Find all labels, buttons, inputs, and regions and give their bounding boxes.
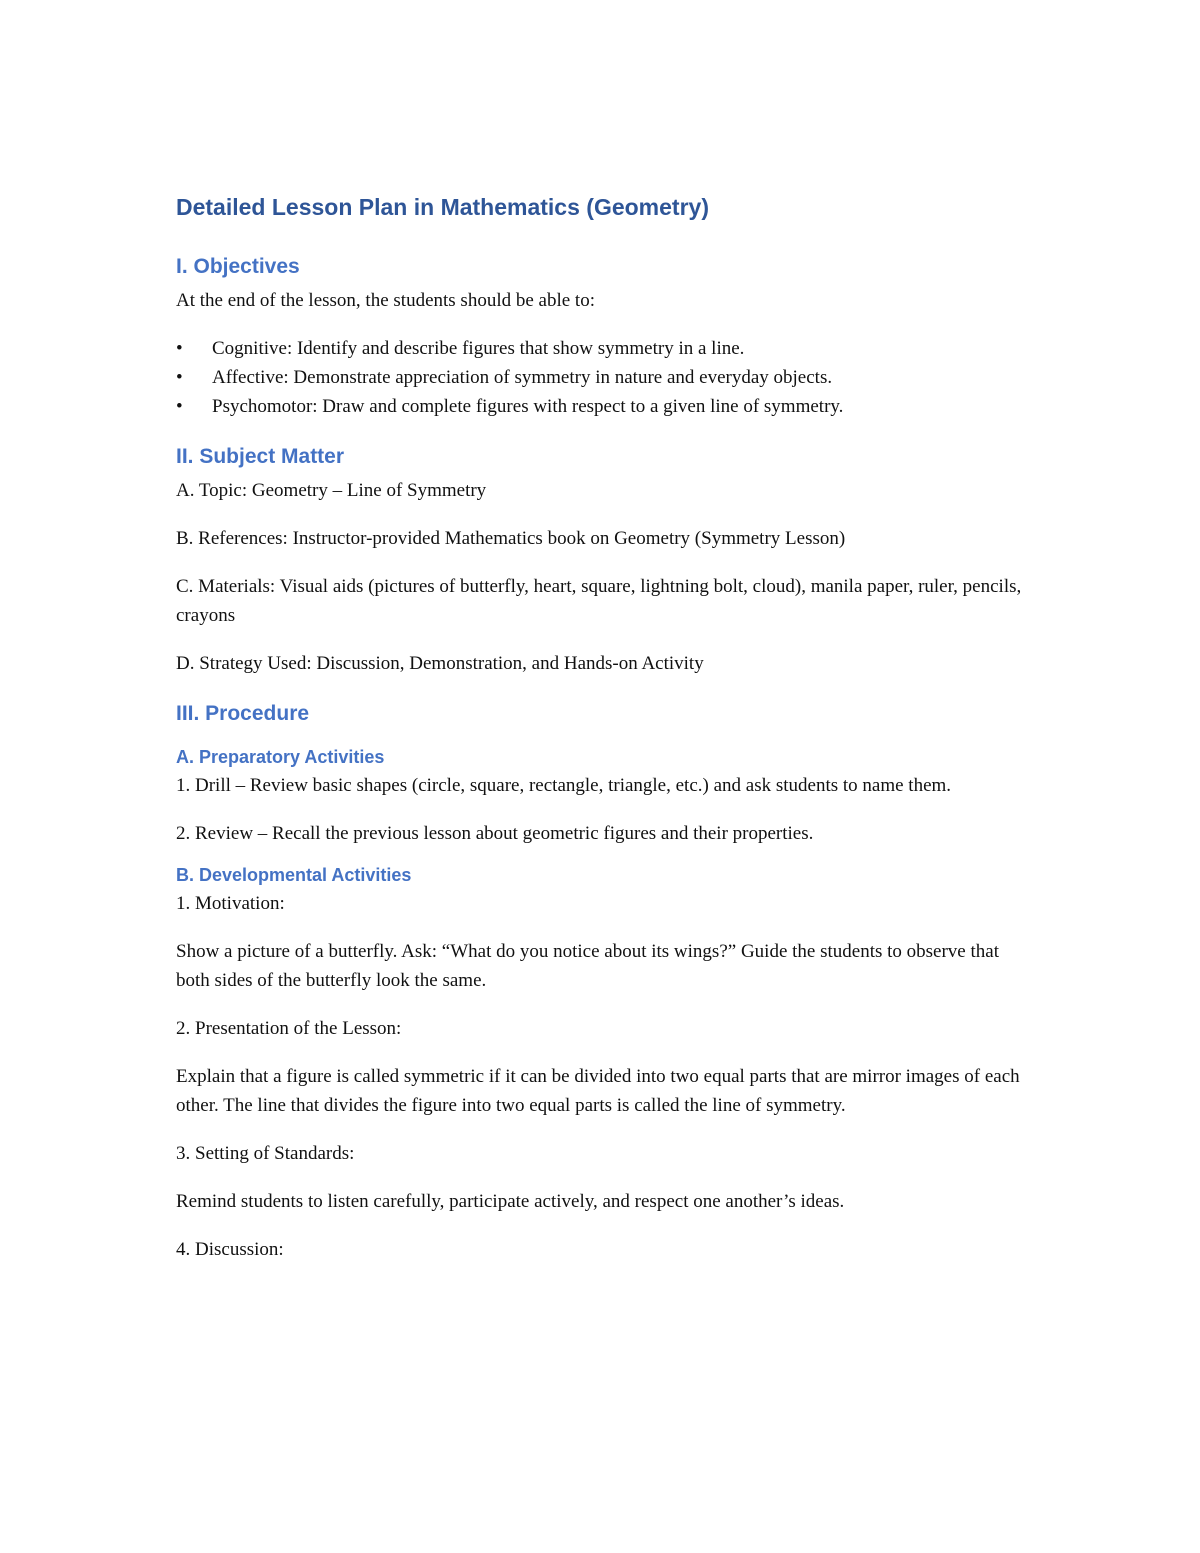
procedure-heading: III. Procedure bbox=[176, 702, 310, 725]
motivation-label: 1. Motivation: bbox=[176, 893, 285, 914]
motivation-text: Show a picture of a butterfly. Ask: “What do you notice about its wings?” Guide the students to observe that both sides of the butterfly look the same. bbox=[176, 941, 999, 991]
bullet-icon: • bbox=[176, 396, 183, 417]
list-item bbox=[176, 363, 1036, 392]
presentation-text: Explain that a figure is called symmetric if it can be divided into two equal parts that are mirror images of each other. The line that divides the figure into two equal parts is called the line of symmetry. bbox=[176, 1066, 1020, 1116]
drill-text: 1. Drill – Review basic shapes (circle, square, rectangle, triangle, etc.) and ask students to name them. bbox=[176, 775, 952, 796]
objective-affective: Affective: Demonstrate appreciation of symmetry in nature and everyday objects. bbox=[212, 367, 833, 388]
objectives-heading: I. Objectives bbox=[176, 255, 300, 278]
list-item bbox=[176, 392, 1036, 421]
list-item bbox=[176, 334, 1036, 363]
presentation-label: 2. Presentation of the Lesson: bbox=[176, 1018, 402, 1039]
document-title: Detailed Lesson Plan in Mathematics (Geometry) bbox=[176, 194, 709, 220]
strategy-line: D. Strategy Used: Discussion, Demonstration, and Hands-on Activity bbox=[176, 653, 704, 674]
discussion-label: 4. Discussion: bbox=[176, 1239, 284, 1260]
standards-text: Remind students to listen carefully, participate actively, and respect one another’s ideas. bbox=[176, 1191, 845, 1212]
bullet-icon: • bbox=[176, 367, 183, 388]
document-page bbox=[176, 188, 1036, 1283]
materials-line: C. Materials: Visual aids (pictures of butterfly, heart, square, lightning bolt, cloud), manila paper, ruler, pencils, crayons bbox=[176, 576, 1022, 626]
objectives-list bbox=[176, 334, 1036, 421]
preparatory-heading: A. Preparatory Activities bbox=[176, 747, 385, 767]
objective-cognitive: Cognitive: Identify and describe figures that show symmetry in a line. bbox=[212, 338, 745, 359]
developmental-heading: B. Developmental Activities bbox=[176, 865, 412, 885]
bullet-icon: • bbox=[176, 338, 183, 359]
topic-line: A. Topic: Geometry – Line of Symmetry bbox=[176, 480, 487, 501]
review-text: 2. Review – Recall the previous lesson about geometric figures and their properties. bbox=[176, 823, 814, 844]
references-line: B. References: Instructor-provided Mathematics book on Geometry (Symmetry Lesson) bbox=[176, 528, 846, 549]
objective-psychomotor: Psychomotor: Draw and complete figures with respect to a given line of symmetry. bbox=[212, 396, 844, 417]
objectives-intro: At the end of the lesson, the students should be able to: bbox=[176, 290, 595, 311]
subject-matter-heading: II. Subject Matter bbox=[176, 445, 345, 468]
standards-label: 3. Setting of Standards: bbox=[176, 1143, 355, 1164]
